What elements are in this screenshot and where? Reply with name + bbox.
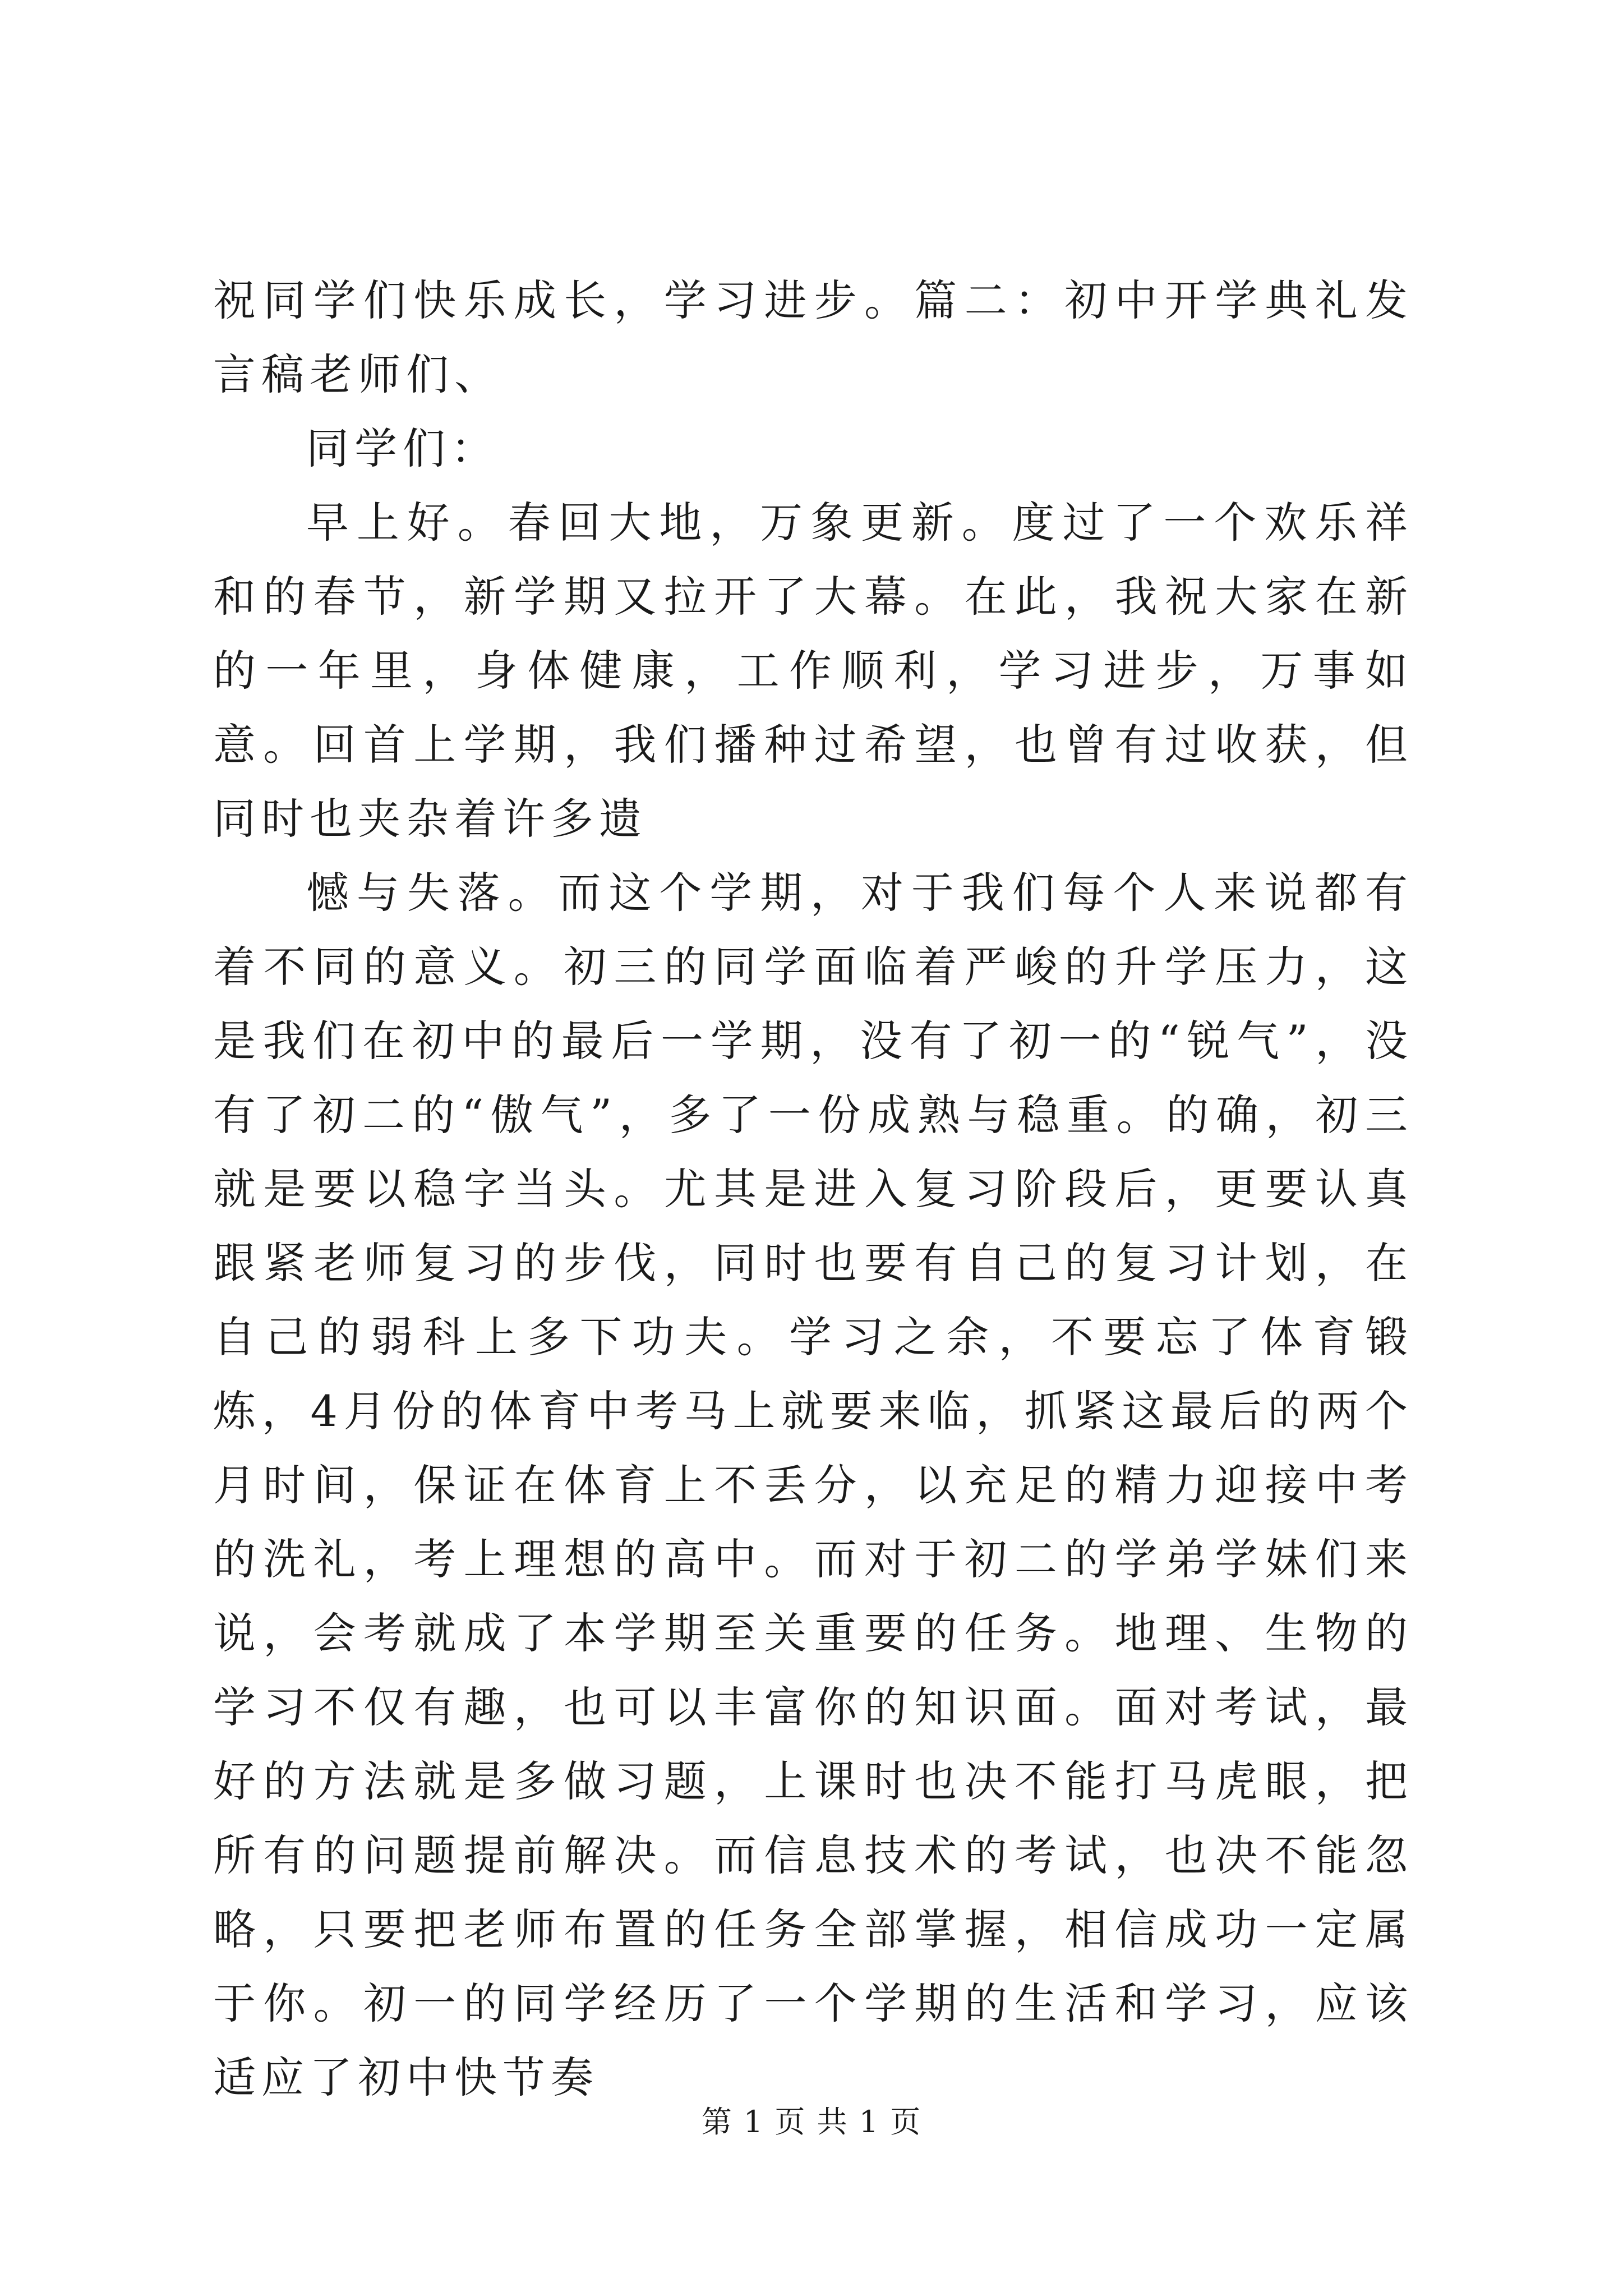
paragraph-2: 同学们：	[306, 424, 499, 473]
paragraph-1: 祝同学们快乐成长，学习进步。篇二：初中开学典礼发言稿老师们、	[213, 275, 1413, 399]
document-body	[213, 264, 1413, 2115]
paragraph-4: 憾与失落。而这个学期，对于我们每个人来说都有着不同的意义。初三的同学面临着严峻的升学压力，这是我们在初中的最后一学期，没有了初一的“锐气”，没有了初二的“傲气”，多了一份成熟与稳重。的确，初三就是要以稳字当头。尤其是进入复习阶段后，更要认真跟紧老师复习的步伐，同时也要有自己的复习计划，在自己的弱科上多下功夫。学习之余，不要忘了体育锻炼，4月份的体育中考马上就要来临，抓紧这最后的两个月时间，保证在体育上不丢分，以充足的精力迎接中考的洗礼，考上理想的高中。而对于初二的学弟学妹们来说，会考就成了本学期至关重要的任务。地理、生物的学习不仅有趣，也可以丰富你的知识面。面对考试，最好的方法就是多做习题，上课时也决不能打马虎眼，把所有的问题提前解决。而信息技术的考试，也决不能忽略，只要把老师布置的任务全部掌握，相信成功一定属于你。初一的同学经历了一个学期的生活和学习，应该适应了初中快节奏	[213, 868, 1413, 2102]
page-footer: 第 1 页 共 1 页	[701, 2104, 922, 2139]
paragraph-3: 早上好。春回大地，万象更新。度过了一个欢乐祥和的春节，新学期又拉开了大幕。在此，我祝大家在新的一年里，身体健康，工作顺利，学习进步，万事如意。回首上学期，我们播种过希望，也曾有过收获，但同时也夹杂着许多遗	[213, 498, 1413, 844]
